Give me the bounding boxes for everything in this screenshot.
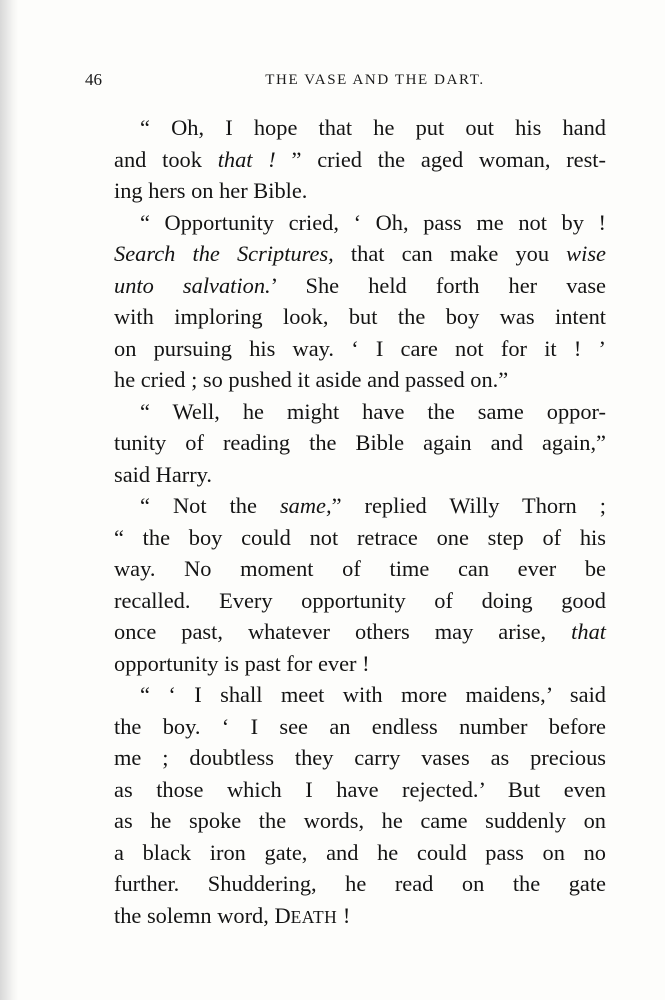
text-line: he cried ; so pushed it aside and passed on.” — [114, 367, 509, 392]
italic-text: wise — [566, 241, 606, 266]
italic-text: Search the Scriptures, — [114, 241, 334, 266]
running-head — [85, 70, 625, 94]
text-line: the boy. ‘ I see an endless number before — [114, 713, 606, 739]
text-line: tunity of reading the Bible again and again,” — [114, 430, 606, 455]
italic-text: unto salvation. — [114, 272, 271, 298]
italic-text: same, — [279, 493, 332, 518]
paragraph — [88, 396, 606, 491]
text-line: the solemn word, DEATH ! — [114, 902, 351, 928]
italic-text: that — [571, 619, 606, 644]
text-line: with imploring look, but the boy was intent — [114, 304, 606, 329]
text-line: “ Opportunity cried, ‘ Oh, pass me not by ! — [140, 209, 606, 235]
text-line: opportunity is past for ever ! — [114, 650, 370, 676]
text-line: me ; doubtless they carry vases as precious — [114, 745, 606, 770]
paragraph — [88, 207, 606, 396]
text-line: recalled. Every opportunity of doing good — [114, 587, 606, 613]
text-line: further. Shuddering, he read on the gate — [114, 871, 606, 896]
page-number: 46 — [85, 70, 102, 89]
text-line: Search the Scriptures, that can make you wise — [114, 241, 606, 266]
text-line: as he spoke the words, he came suddenly on — [114, 808, 606, 833]
running-title: THE VASE AND THE DART. — [265, 72, 485, 88]
body-text — [88, 112, 606, 933]
text-line: way. No moment of time can ever be — [114, 556, 606, 581]
text-line: and took that ! ” cried the aged woman, rest- — [114, 146, 606, 172]
paragraph — [88, 112, 606, 207]
text-line: said Harry. — [114, 461, 213, 487]
text-line: unto salvation.’ She held forth her vase — [114, 272, 606, 298]
text-line: on pursuing his way. ‘ I care not for it ! ’ — [114, 335, 606, 361]
small-caps-text: DEATH — [274, 902, 338, 928]
text-line: “ the boy could not retrace one step of his — [114, 524, 606, 550]
text-line: a black iron gate, and he could pass on no — [114, 839, 606, 865]
paragraph — [88, 490, 606, 679]
text-line: “ Not the same,” replied Willy Thorn ; — [140, 493, 607, 518]
text-line: “ Well, he might have the same oppor- — [140, 398, 606, 424]
paragraph — [88, 679, 606, 933]
text-line: once past, whatever others may arise, that — [114, 619, 606, 644]
text-line: as those which I have rejected.’ But even — [114, 776, 606, 802]
italic-text: that ! — [217, 146, 276, 172]
text-line: “ Oh, I hope that he put out his hand — [140, 115, 606, 140]
page-gutter-shadow — [0, 0, 18, 1000]
text-line: “ ‘ I shall meet with more maidens,’ said — [140, 682, 606, 707]
text-line: ing hers on her Bible. — [114, 178, 308, 203]
